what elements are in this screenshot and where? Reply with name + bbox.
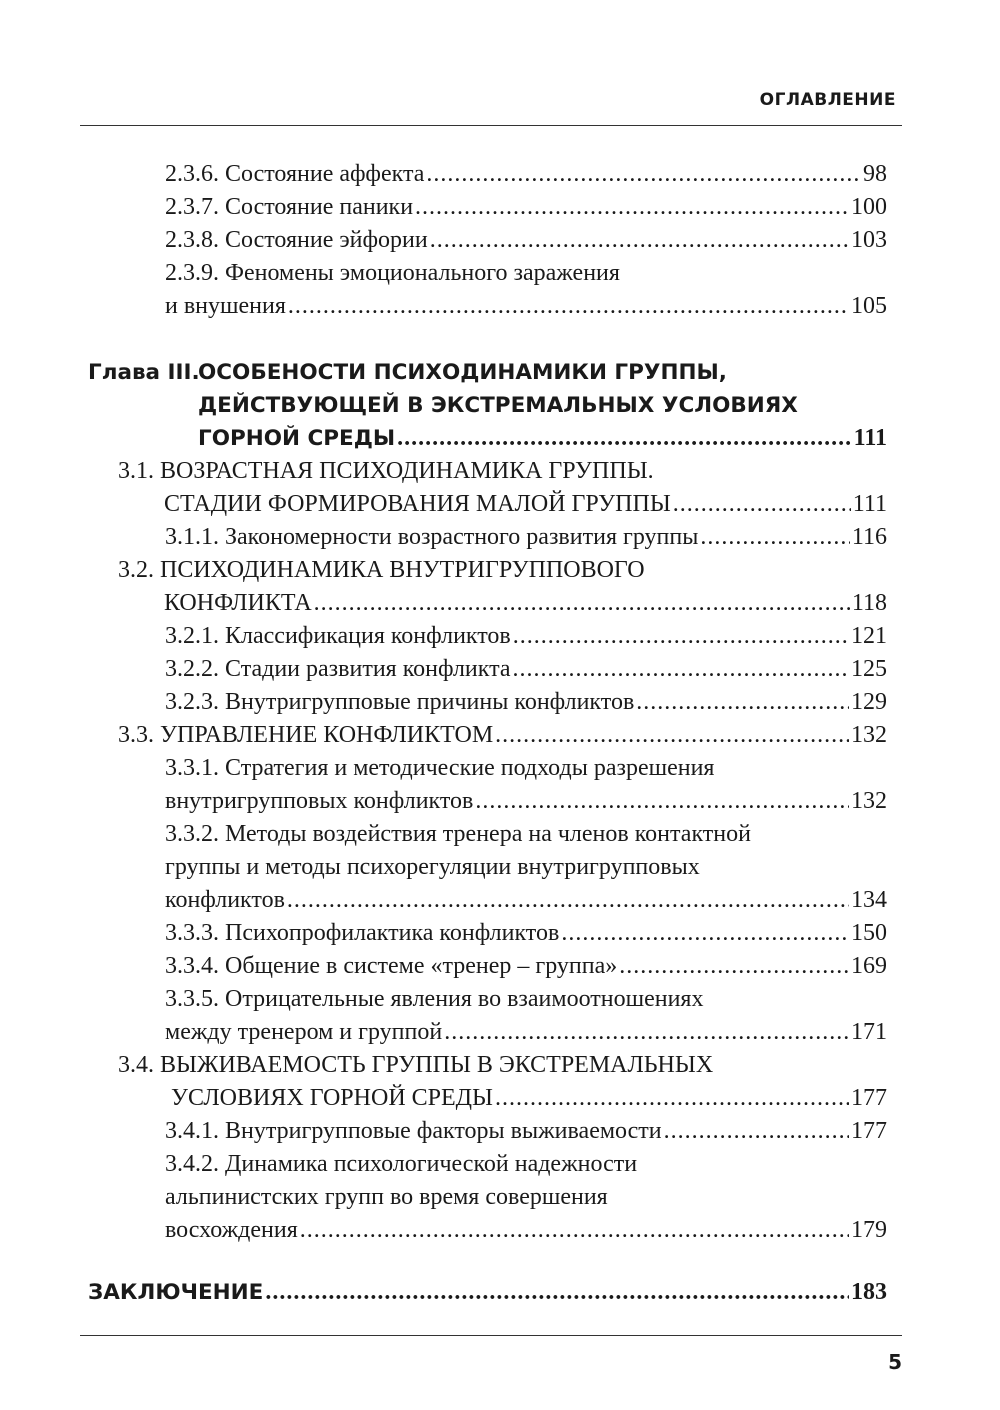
running-head: ОГЛАВЛЕНИЕ <box>759 90 896 110</box>
chapter-title-line1: ОСОБЕНОСТИ ПСИХОДИНАМИКИ ГРУППЫ, <box>198 360 727 385</box>
conclusion-title: ЗАКЛЮЧЕНИЕ <box>88 1280 264 1305</box>
toc-entry-label-line2: между тренером и группой <box>165 1019 443 1045</box>
toc-entry-label: 3.2.3. Внутригрупповые причины конфликтов <box>165 689 635 715</box>
footer-rule <box>80 1335 902 1336</box>
toc-section-3-4[interactable] <box>118 1049 887 1115</box>
leader-dots <box>513 653 849 686</box>
toc-conclusion[interactable] <box>88 1276 887 1309</box>
toc-page-number: 111 <box>852 491 887 517</box>
toc-entry-3-3-2[interactable] <box>165 818 887 917</box>
toc-entry-3-3-4[interactable] <box>165 950 887 983</box>
leader-dots <box>513 620 849 653</box>
page-number: 5 <box>888 1350 902 1374</box>
toc-page-number: 105 <box>851 293 887 319</box>
toc-page-number: 116 <box>851 524 887 550</box>
toc-page-number: 132 <box>851 788 887 814</box>
leader-dots <box>636 686 849 719</box>
section-title-line1: 3.2. ПСИХОДИНАМИКА ВНУТРИГРУППОВОГО <box>118 557 645 583</box>
toc-entry-label-line1: 3.4.2. Динамика психологической надежности <box>165 1151 638 1177</box>
toc-entry-label: 3.3.4. Общение в системе «тренер – группа» <box>165 953 618 979</box>
leader-dots <box>673 488 851 521</box>
toc-entry-3-2-1[interactable] <box>165 620 887 653</box>
leader-dots <box>415 191 849 224</box>
leader-dots <box>619 950 849 983</box>
section-title-line2: УСЛОВИЯХ ГОРНОЙ СРЕДЫ <box>171 1085 493 1111</box>
toc-entry-label-line1: 3.3.5. Отрицательные явления во взаимоотношениях <box>165 986 704 1012</box>
toc-entry-label-line2: и внушения <box>165 293 286 319</box>
toc-entry-label: 2.3.6. Состояние аффекта <box>165 161 425 187</box>
toc-entry-label: 2.3.7. Состояние паники <box>165 194 414 220</box>
toc-entry-label-line1: 3.3.1. Стратегия и методические подходы разрешения <box>165 755 715 781</box>
leader-dots <box>287 884 849 917</box>
section-title-line2: КОНФЛИКТА <box>164 590 312 616</box>
toc-page-number: 179 <box>851 1217 887 1243</box>
toc-entry-label-line1: 2.3.9. Феномены эмоционального заражения <box>165 260 620 286</box>
toc-entry-2-3-7[interactable] <box>165 191 887 224</box>
chapter-title-line2: ДЕЙСТВУЮЩЕЙ В ЭКСТРЕМАЛЬНЫХ УСЛОВИЯХ <box>198 393 798 418</box>
toc-page-number: 98 <box>863 161 887 187</box>
section-title-line1: 3.4. ВЫЖИВАЕМОСТЬ ГРУППЫ В ЭКСТРЕМАЛЬНЫХ <box>118 1052 714 1078</box>
toc-page-number: 118 <box>851 590 887 616</box>
toc-entry-3-3-3[interactable] <box>165 917 887 950</box>
leader-dots <box>397 422 852 455</box>
toc-page-number: 177 <box>851 1118 887 1144</box>
toc-page-number: 100 <box>851 194 887 220</box>
toc-page-number: 111 <box>853 425 887 451</box>
toc-page-number: 121 <box>851 623 887 649</box>
toc-entry-3-3-5[interactable] <box>165 983 887 1049</box>
toc-entry-3-4-1[interactable] <box>165 1115 887 1148</box>
toc-entry-2-3-8[interactable] <box>165 224 887 257</box>
toc-entry-3-2-3[interactable] <box>165 686 887 719</box>
toc-entry-label: 3.3.3. Психопрофилактика конфликтов <box>165 920 560 946</box>
toc-page-number: 103 <box>851 227 887 253</box>
leader-dots <box>444 1016 849 1049</box>
toc-entry-2-3-9[interactable] <box>165 257 887 323</box>
toc-page-number: 150 <box>851 920 887 946</box>
section-title: 3.3. УПРАВЛЕНИЕ КОНФЛИКТОМ <box>118 722 494 748</box>
leader-dots <box>561 917 849 950</box>
leader-dots <box>495 1082 849 1115</box>
chapter-title-line3: ГОРНОЙ СРЕДЫ <box>198 426 396 451</box>
toc-entry-3-1-1[interactable] <box>165 521 887 554</box>
toc-section-3-2[interactable] <box>118 554 887 620</box>
toc-chapter-3[interactable] <box>198 356 887 455</box>
section-title-line2: СТАДИИ ФОРМИРОВАНИЯ МАЛОЙ ГРУППЫ <box>164 491 671 517</box>
leader-dots <box>495 719 849 752</box>
leader-dots <box>314 587 850 620</box>
toc-entry-label-line3: восхождения <box>165 1217 298 1243</box>
toc-entry-label: 3.4.1. Внутригрупповые факторы выживаемости <box>165 1118 662 1144</box>
section-title-line1: 3.1. ВОЗРАСТНАЯ ПСИХОДИНАМИКА ГРУППЫ. <box>118 458 654 484</box>
leader-dots <box>664 1115 849 1148</box>
toc-entry-2-3-6[interactable] <box>165 158 887 191</box>
leader-dots <box>426 158 861 191</box>
toc-page-number: 169 <box>851 953 887 979</box>
toc-entry-label-line1: 3.3.2. Методы воздействия тренера на членов контактной <box>165 821 751 847</box>
toc-entry-label: 3.2.1. Классификация конфликтов <box>165 623 511 649</box>
toc-page-number: 132 <box>851 722 887 748</box>
toc-page-number: 134 <box>851 887 887 913</box>
toc-entry-3-4-2[interactable] <box>165 1148 887 1247</box>
toc-entry-label: 3.1.1. Закономерности возрастного развития группы <box>165 524 699 550</box>
leader-dots <box>475 785 849 818</box>
chapter-prefix: Глава III. <box>88 360 200 385</box>
toc-page-number: 129 <box>851 689 887 715</box>
toc-entry-label-line2: внутригрупповых конфликтов <box>165 788 474 814</box>
toc-page-number: 171 <box>851 1019 887 1045</box>
toc-page-number: 177 <box>851 1085 887 1111</box>
toc-section-3-1[interactable] <box>118 455 887 521</box>
leader-dots <box>700 521 850 554</box>
toc-page-number: 183 <box>851 1279 887 1305</box>
toc-entry-label: 2.3.8. Состояние эйфории <box>165 227 428 253</box>
leader-dots <box>430 224 849 257</box>
leader-dots <box>300 1214 849 1247</box>
toc-entry-label: 3.2.2. Стадии развития конфликта <box>165 656 511 682</box>
leader-dots <box>265 1276 849 1309</box>
leader-dots <box>288 290 849 323</box>
toc-entry-label-line2: альпинистских групп во время совершения <box>165 1184 608 1210</box>
toc-entry-3-3-1[interactable] <box>165 752 887 818</box>
toc-page-number: 125 <box>851 656 887 682</box>
toc-section-3-3[interactable] <box>118 719 887 752</box>
toc-entry-label-line2: группы и методы психорегуляции внутригрупповых <box>165 854 700 880</box>
toc-entry-3-2-2[interactable] <box>165 653 887 686</box>
toc-entry-label-line3: конфликтов <box>165 887 285 913</box>
